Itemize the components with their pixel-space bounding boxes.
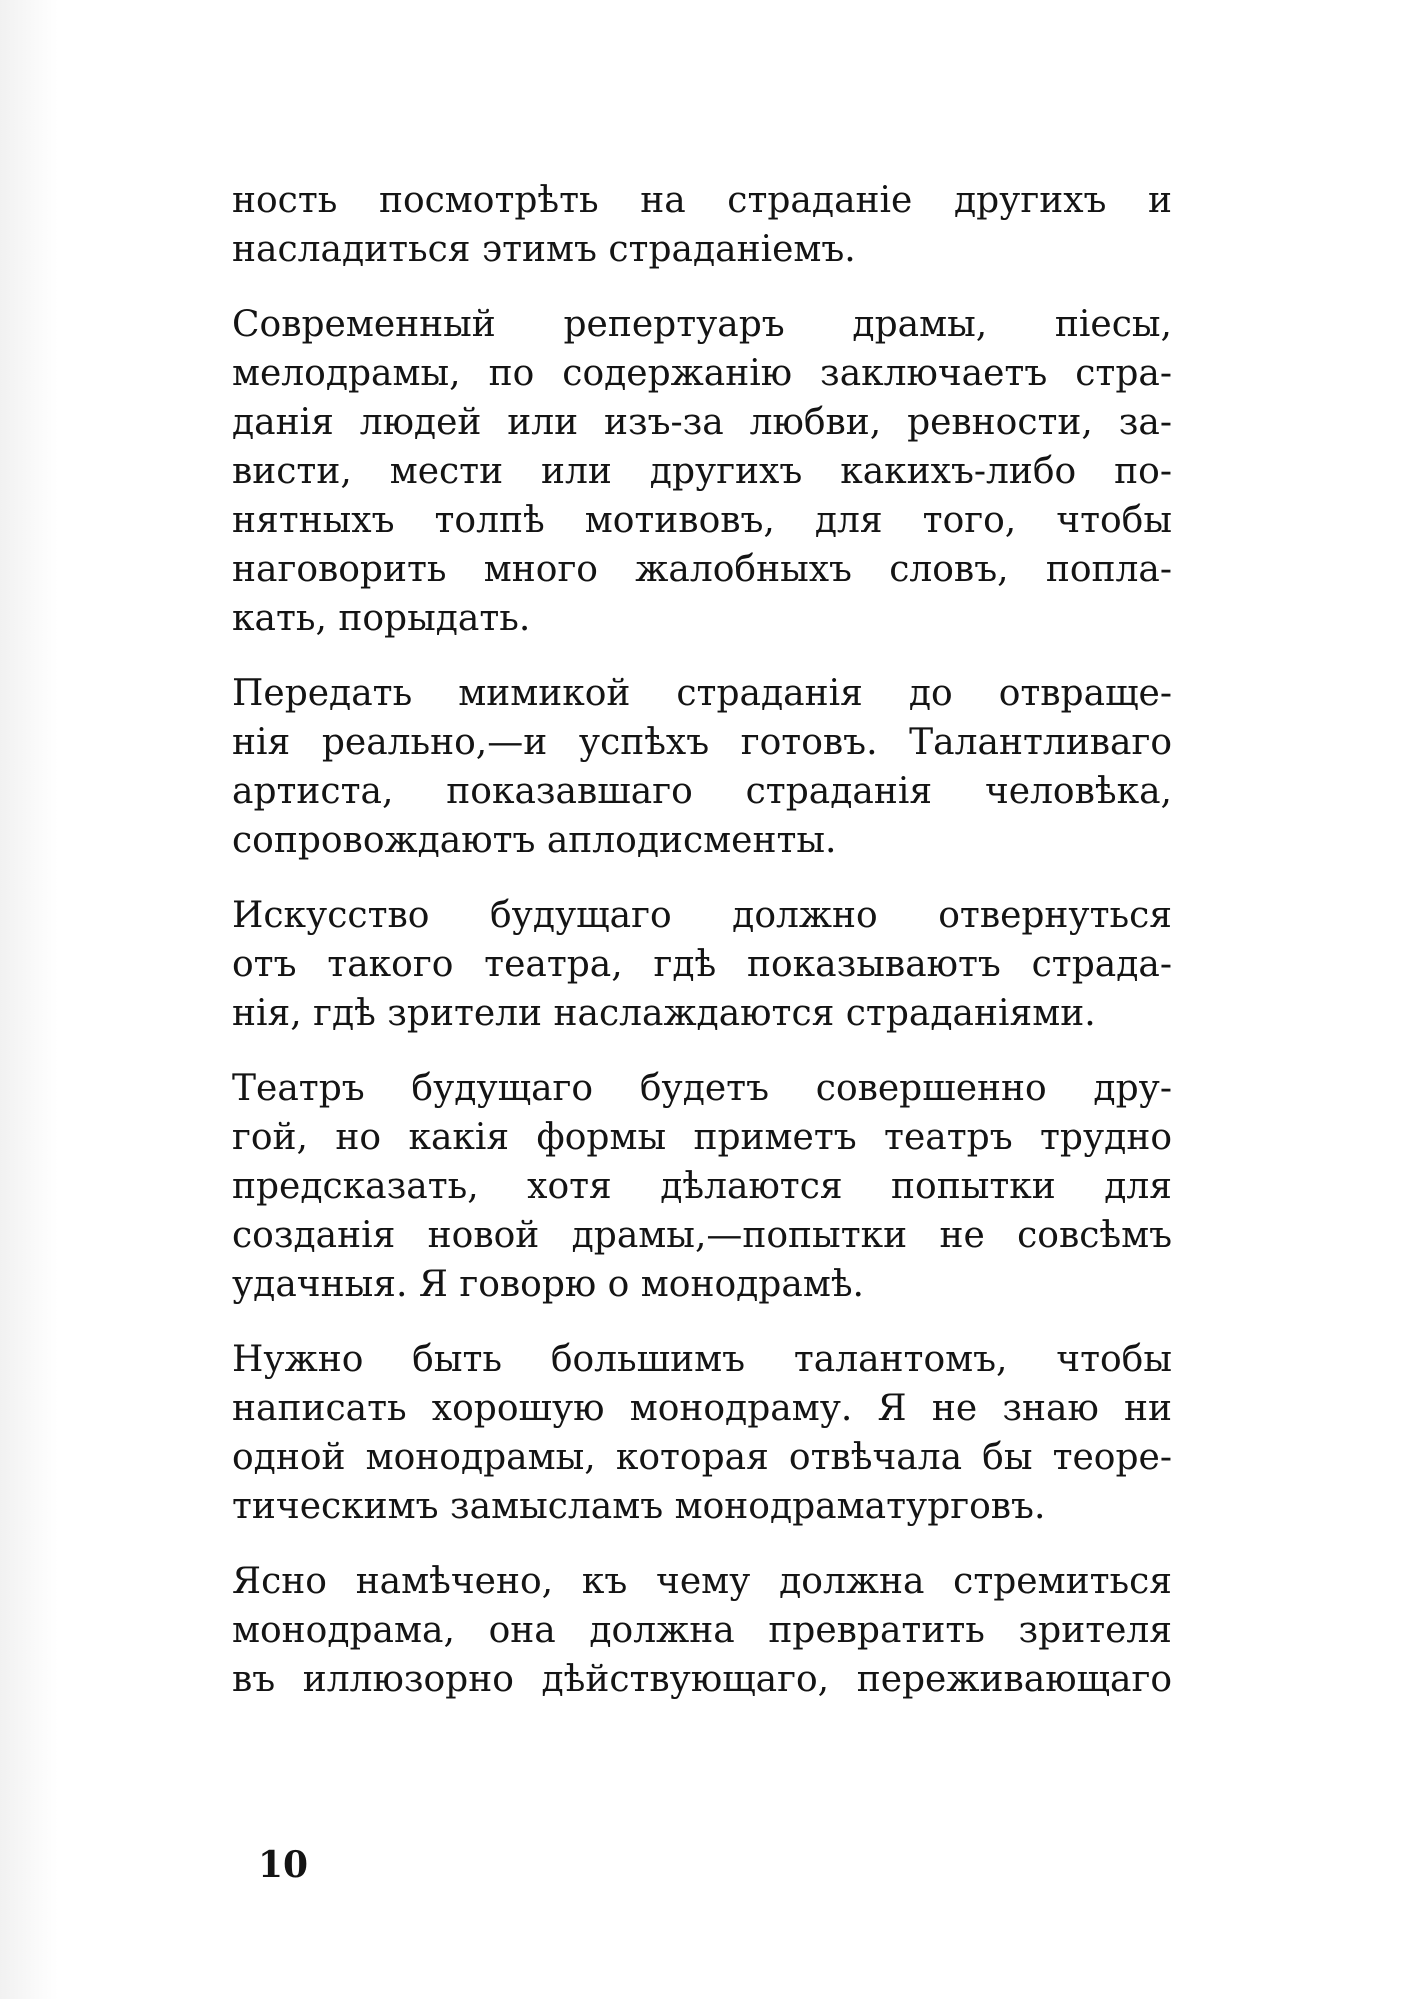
- text-line: въ иллюзорно дѣйствующаго, переживающаго: [232, 1659, 1172, 1700]
- text-line: Искусство будущаго должно отвернуться: [232, 895, 1172, 936]
- body-text: [232, 176, 1172, 1730]
- text-line: нія реально,—и успѣхъ готовъ. Талантливаго: [232, 722, 1172, 763]
- text-line: Театръ будущаго будетъ совершенно дру-: [232, 1068, 1172, 1109]
- text-line: Нужно быть большимъ талантомъ, чтобы: [232, 1339, 1172, 1380]
- page-number: 10: [258, 1844, 309, 1886]
- paragraph-4: [232, 891, 1172, 1038]
- text-line: Передать мимикой страданія до отвраще-: [232, 673, 1172, 714]
- text-line: Современный репертуаръ драмы, піесы,: [232, 304, 1172, 345]
- paragraph-3: [232, 669, 1172, 865]
- text-line: предсказать, хотя дѣлаются попытки для: [232, 1166, 1172, 1207]
- text-line: кать, порыдать.: [232, 598, 531, 639]
- text-line: удачныя. Я говорю о монодрамѣ.: [232, 1264, 864, 1305]
- text-line: насладиться этимъ страданіемъ.: [232, 229, 856, 270]
- text-line: монодрама, она должна превратить зрителя: [232, 1610, 1172, 1651]
- paragraph-7: [232, 1557, 1172, 1704]
- paragraph-2: [232, 300, 1172, 643]
- text-line: одной монодрамы, которая отвѣчала бы теоре-: [232, 1437, 1172, 1478]
- text-line: тическимъ замысламъ монодраматурговъ.: [232, 1486, 1046, 1527]
- text-line: ность посмотрѣть на страданіе другихъ и: [232, 180, 1172, 221]
- text-line: артиста, показавшаго страданія человѣка,: [232, 771, 1172, 812]
- text-line: сопровождаютъ аплодисменты.: [232, 820, 837, 861]
- paragraph-6: [232, 1335, 1172, 1531]
- paragraph-5: [232, 1064, 1172, 1309]
- text-line: гой, но какія формы приметъ театръ трудно: [232, 1117, 1172, 1158]
- text-line: данія людей или изъ-за любви, ревности, за-: [232, 402, 1172, 443]
- text-line: написать хорошую монодраму. Я не знаю ни: [232, 1388, 1172, 1429]
- text-line: нятныхъ толпѣ мотивовъ, для того, чтобы: [232, 500, 1172, 541]
- text-line: Ясно намѣчено, къ чему должна стремиться: [232, 1561, 1172, 1602]
- text-line: нія, гдѣ зрители наслаждаются страданіями.: [232, 993, 1096, 1034]
- text-line: наговорить много жалобныхъ словъ, попла-: [232, 549, 1172, 590]
- text-line: созданія новой драмы,—попытки не совсѣмъ: [232, 1215, 1172, 1256]
- scan-page-edge: [0, 0, 58, 1999]
- text-line: отъ такого театра, гдѣ показываютъ страда-: [232, 944, 1172, 985]
- text-line: висти, мести или другихъ какихъ-либо по-: [232, 451, 1172, 492]
- text-line: мелодрамы, по содержанію заключаетъ стра-: [232, 353, 1172, 394]
- paragraph-1: [232, 176, 1172, 274]
